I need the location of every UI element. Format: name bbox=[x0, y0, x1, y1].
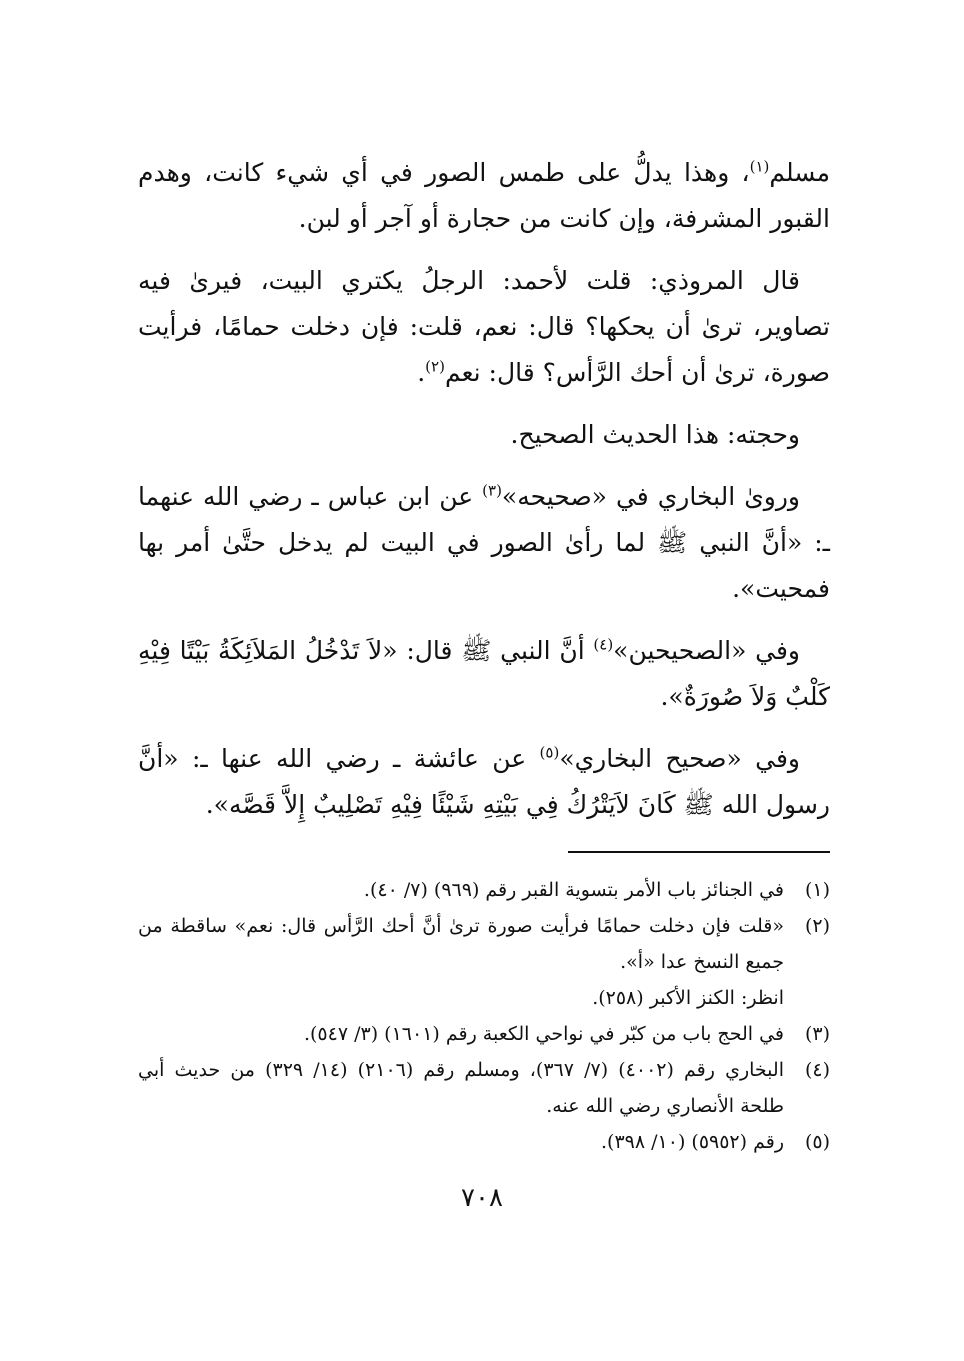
main-text bbox=[138, 150, 830, 844]
footnote-ref-1[interactable]: (١) bbox=[749, 157, 770, 176]
paragraph-1 bbox=[138, 150, 830, 242]
footnote-5 bbox=[138, 1124, 830, 1160]
paragraph-6 bbox=[138, 736, 830, 828]
paragraph-1-text-b: ، وهذا يدلُّ على طمس الصور في أي شيء كانت، وهدم القبور المشرفة، وإن كانت من حجارة أو آجر أو لبن. bbox=[138, 158, 830, 233]
footnote-ref-4[interactable]: (٤) bbox=[593, 635, 614, 654]
footnotes bbox=[138, 872, 830, 1160]
paragraph-2-text-b: . bbox=[417, 358, 426, 387]
footnote-1 bbox=[138, 872, 830, 908]
footnote-text: «قلت فإن دخلت حمامًا فرأيت صورة ترىٰ أنَّ أحك الرَّأس قال: نعم» ساقطة من جميع النسخ عدا «أ». bbox=[138, 915, 784, 973]
footnote-subnote: انظر: الكنز الأكبر (٢٥٨). bbox=[592, 987, 784, 1009]
paragraph-2-text-a: قال المروذي: قلت لأحمد: الرجلُ يكتري البيت، فيرىٰ فيه تصاوير، ترىٰ أن يحكها؟ قال: نعم، قلت: فإن دخلت حمامًا، فرأيت صورة، ترىٰ أن أحك الرَّأس؟ قال: نعم bbox=[138, 266, 830, 387]
paragraph-3 bbox=[138, 412, 830, 458]
footnote-ref-2[interactable]: (٢) bbox=[425, 357, 445, 376]
footnote-text: في الحج باب من كبّر في نواحي الكعبة رقم (١٦٠١) (٣/ ٥٤٧). bbox=[303, 1023, 784, 1045]
footnote-text: رقم (٥٩٥٢) (١٠/ ٣٩٨). bbox=[600, 1131, 784, 1153]
paragraph-2 bbox=[138, 258, 830, 396]
paragraph-5-text-a: وفي «الصحيحين» bbox=[613, 636, 800, 665]
footnote-2 bbox=[138, 908, 830, 1016]
footnote-number: (٢) bbox=[804, 915, 830, 937]
footnote-number: (٤) bbox=[804, 1059, 830, 1081]
paragraph-4-text-b: عن ابن عباس ـ رضي الله عنهما ـ: «أنَّ النبي ﷺ لما رأىٰ الصور في البيت لم يدخل حتَّىٰ أمر بها فمحيت». bbox=[138, 482, 830, 603]
paragraph-3-text: وحجته: هذا الحديث الصحيح. bbox=[510, 420, 800, 449]
paragraph-6-text-a: وفي «صحيح البخاري» bbox=[559, 744, 800, 773]
footnote-number: (١) bbox=[804, 879, 830, 901]
paragraph-5-text-b: أنَّ النبي ﷺ قال: «لاَ تَدْخُلُ المَلاَئِكَةُ بَيْتًا فِيْهِ كَلْبٌ وَلاَ صُورَةٌ». bbox=[138, 636, 830, 711]
footnote-body bbox=[138, 908, 784, 1016]
footnote-number: (٥) bbox=[804, 1131, 830, 1153]
footnote-number: (٣) bbox=[804, 1023, 830, 1045]
footnote-ref-5[interactable]: (٥) bbox=[539, 743, 560, 762]
footnote-text: في الجنائز باب الأمر بتسوية القبر رقم (٩٦٩) (٧/ ٤٠). bbox=[363, 879, 784, 901]
footnote-4 bbox=[138, 1052, 830, 1124]
paragraph-6-text-b: عن عائشة ـ رضي الله عنها ـ: «أنَّ رسول الله ﷺ كَانَ لاَيَتْرُكُ فِي بَيْتِهِ شَيْئًا فِيْهِ تَصْلِيبٌ إِلاَّ قَصَّه». bbox=[138, 744, 830, 819]
paragraph-4 bbox=[138, 474, 830, 612]
page-number: ٧٠٨ bbox=[461, 1183, 503, 1213]
footnote-3 bbox=[138, 1016, 830, 1052]
paragraph-5 bbox=[138, 628, 830, 720]
footnote-text: البخاري رقم (٤٠٠٢) (٧/ ٣٦٧)، ومسلم رقم (٢١٠٦) (١٤/ ٣٢٩) من حديث أبي طلحة الأنصاري رضي الله عنه. bbox=[138, 1059, 784, 1117]
footnote-ref-3[interactable]: (٣) bbox=[482, 481, 502, 500]
paragraph-4-text-a: وروىٰ البخاري في «صحيحه» bbox=[501, 482, 800, 511]
paragraph-1-text-a: مسلم bbox=[769, 158, 830, 187]
footnote-divider bbox=[568, 851, 830, 853]
